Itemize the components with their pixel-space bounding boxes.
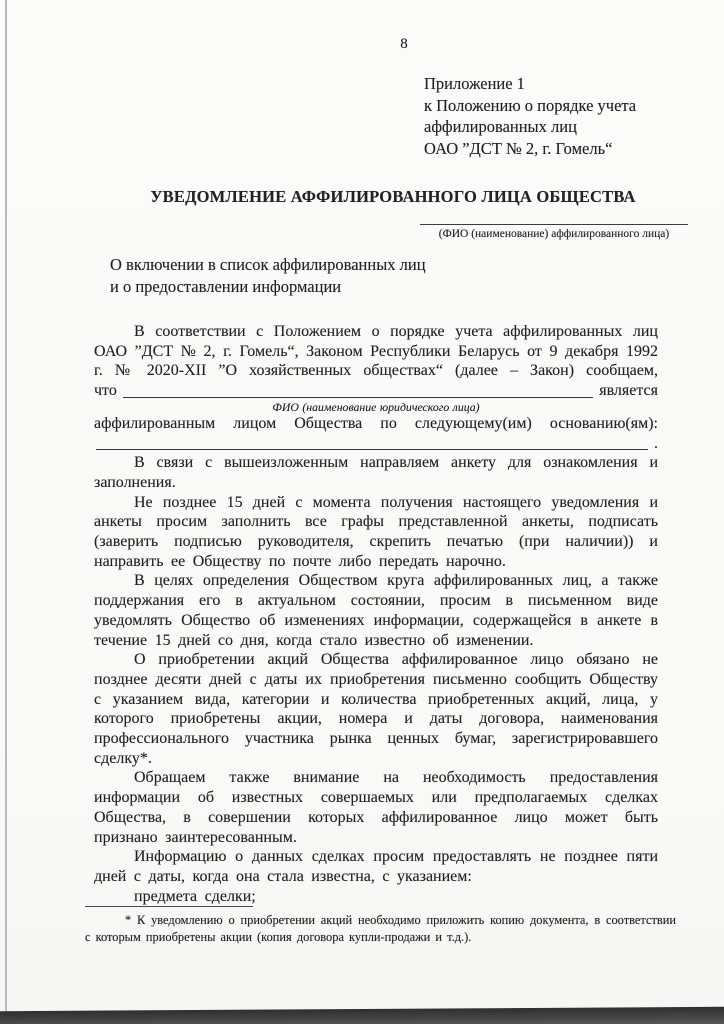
document-body <box>94 322 658 906</box>
blank-tail-period: . <box>654 434 658 452</box>
page-number: 8 <box>400 36 408 52</box>
footnote-block <box>85 912 676 946</box>
scan-edge-bottom-band <box>0 1007 724 1024</box>
blank-underline <box>123 396 593 398</box>
blank-prefix: что <box>94 382 117 400</box>
footnote-text: * К уведомлению о приобретении акций необходимо приложить копию документа, в соответствии с которым приобретены акции (копия договора купли-продажи и т.д.). <box>85 913 676 944</box>
document-title: УВЕДОМЛЕНИЕ АФФИЛИРОВАННОГО ЛИЦА ОБЩЕСТВА <box>150 187 636 206</box>
list-item-subject-of-deal: предмета сделки; <box>134 887 256 905</box>
annex-line: ОАО ”ДСТ № 2, г. Гомель“ <box>424 138 613 158</box>
annex-line: аффилированных лиц <box>424 117 577 136</box>
annex-line: Приложение 1 <box>424 74 525 93</box>
paragraph: Обращаем также внимание на необходимость предоставления информации об известных совершаемых или предполагаемых сделках Общества, в совершении которых аффилированное лицо может быть признано заинтересованным. <box>94 769 658 846</box>
paragraph: О приобретении акций Общества аффилированное лицо обязано не позднее десяти дней с даты их приобретения письменно сообщить Обществу с указанием вида, категории и количества приобретенных акций, лица, у которого приобретены акции, номера и даты договора, наименования профессионального участника рынка ценных бумаг, зарегистрировавшего сделку*. <box>94 651 658 767</box>
addressee-signature-line <box>420 224 688 225</box>
scan-edge-left-line <box>5 0 7 1014</box>
subject-line: О включении в список аффилированных лиц <box>110 255 426 274</box>
fill-in-row-basis <box>94 434 658 454</box>
blank-underline <box>96 448 648 450</box>
subject-line: и о предоставлении информации <box>110 277 342 296</box>
blank-caption: ФИО (наименование юридического лица) <box>272 399 480 414</box>
blank-suffix: является <box>599 382 658 400</box>
fill-in-row-name <box>94 381 658 401</box>
paragraph: В целях определения Обществом круга аффилированных лиц, а также поддержания его в актуальном состоянии, просим в письменном виде уведомлять Общество об изменениях информации, содержащейся в анкете в течение 15 дней со дня, когда стало известно об изменении. <box>94 572 658 649</box>
paragraph: Информацию о данных сделках просим предоставлять не позднее пяти дней с даты, когда она стала известна, с указанием: <box>94 848 658 885</box>
footnote-separator-line <box>85 906 253 907</box>
annex-line: к Положению о порядке учета <box>424 95 637 115</box>
subject-block <box>110 254 426 298</box>
annex-reference-block <box>424 73 636 159</box>
paragraph: Не позднее 15 дней с момента получения настоящего уведомления и анкеты просим заполнить все графы представленной анкеты, подписать (заверить подписью руководителя, скрепить печатью (при наличии)) и направить ее Обществу по почте либо передать нарочно. <box>94 493 658 570</box>
paragraph: В связи с вышеизложенным направляем анкету для ознакомления и заполнения. <box>94 454 658 491</box>
paragraph-intro: В соответствии с Положением о порядке учета аффилированных лиц ОАО ”ДСТ № 2, г. Гомель“, Законом Республики Беларусь от 9 декабря 1992 г. № 2020-XII ”О хозяйственных обществах“ (далее – Закон) сообщаем, <box>94 323 658 380</box>
addressee-caption: (ФИО (наименование) аффилированного лица) <box>438 228 670 240</box>
paragraph-basis: аффилированным лицом Общества по следующему(им) основанию(ям): <box>94 414 658 432</box>
